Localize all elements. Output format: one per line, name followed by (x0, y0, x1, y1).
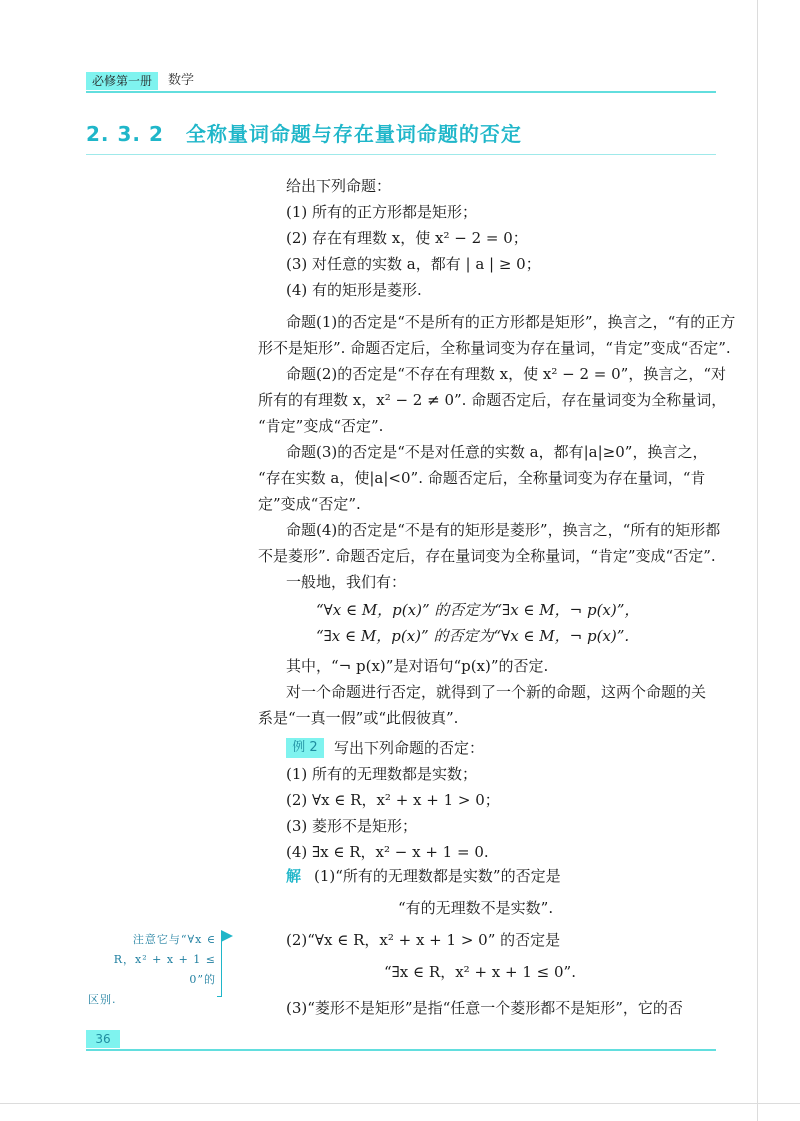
paragraph-line: 其中，“¬ p(x)”是对语句“p(x)”的否定. (286, 657, 549, 675)
page-edge-bottom (0, 1103, 800, 1104)
example-prompt: 写出下列命题的否定： (334, 739, 485, 757)
paragraph-line: 命题(1)的否定是“不是所有的正方形都是矩形”，换言之，“有的正方 (286, 313, 736, 331)
example-item: (4) ∃x ∈ R，x² − x + 1 = 0. (286, 843, 489, 861)
flag-icon (221, 930, 233, 942)
paragraph-line: 所有的有理数 x，x² − 2 ≠ 0”. 命题否定后，存在量词变为全称量词， (258, 391, 727, 409)
solution-line: (3)“菱形不是矩形”是指“任意一个菱形都不是矩形”，它的否 (286, 999, 683, 1017)
example-item: (2) ∀x ∈ R，x² + x + 1 > 0； (286, 791, 500, 809)
proposition-item: (1) 所有的正方形都是矩形； (286, 203, 478, 221)
section-heading: 全称量词命题与存在量词命题的否定 (185, 122, 522, 146)
subject-label: 数学 (168, 73, 195, 88)
paragraph-line: 对一个命题进行否定，就得到了一个新的命题，这两个命题的关 (286, 683, 707, 701)
margin-note-line: R，x² + x + 1 ≤ 0”的 (113, 953, 216, 986)
page-number: 36 (86, 1030, 120, 1048)
negation-formula-2: “∃x ∈ M，p(x)” 的否定为“∀x ∈ M，¬ p(x)”. (316, 627, 630, 645)
book-tag: 必修第一册 (86, 72, 158, 90)
page-edge-right (757, 0, 758, 1121)
paragraph-line: 定”变成“否定”. (258, 495, 361, 513)
proposition-item: (3) 对任意的实数 a，都有 | a | ≥ 0； (286, 255, 541, 273)
footer-divider (86, 1049, 716, 1051)
paragraph-line: “肯定”变成“否定”. (258, 417, 384, 435)
paragraph-line: 不是菱形”. 命题否定后，存在量词变为全称量词，“肯定”变成“否定”. (258, 547, 716, 565)
paragraph-line: 命题(3)的否定是“不是对任意的实数 a，都有|a|≥0”，换言之， (286, 443, 708, 461)
example-tag: 例 2 (286, 738, 324, 758)
margin-note (88, 930, 216, 1010)
title-rule (86, 154, 716, 155)
solution-line: (2)“∀x ∈ R，x² + x + 1 > 0” 的否定是 (286, 931, 561, 949)
paragraph-line: “存在实数 a，使|a|<0”. 命题否定后，全称量词变为存在量词，“肯 (258, 469, 706, 487)
solution-result: “∃x ∈ R，x² + x + 1 ≤ 0”. (384, 963, 576, 981)
margin-note-line: 注意它与“∀x ∈ (132, 933, 216, 946)
section-title (86, 118, 522, 147)
paragraph-line: 命题(4)的否定是“不是有的矩形是菱形”，换言之，“所有的矩形都 (286, 521, 721, 539)
solution-tag: 解 (286, 867, 302, 885)
proposition-item: (4) 有的矩形是菱形. (286, 281, 422, 299)
paragraph-line: 一般地，我们有： (286, 573, 407, 591)
section-number: 2. 3. 2 (86, 122, 164, 146)
intro-text: 给出下列命题： (286, 177, 392, 195)
negation-formula-1: “∀x ∈ M，p(x)” 的否定为“∃x ∈ M，¬ p(x)”， (316, 601, 640, 619)
paragraph-line: 形不是矩形”. 命题否定后，全称量词变为存在量词，“肯定”变成“否定”. (258, 339, 731, 357)
solution-result: “有的无理数不是实数”. (398, 899, 554, 917)
example-item: (1) 所有的无理数都是实数； (286, 765, 478, 783)
proposition-item: (2) 存在有理数 x，使 x² − 2 = 0； (286, 229, 528, 247)
example-item: (3) 菱形不是矩形； (286, 817, 418, 835)
margin-note-line: 区别. (88, 993, 117, 1006)
solution-line: (1)“所有的无理数都是实数”的否定是 (314, 867, 561, 885)
margin-note-bracket (217, 940, 222, 997)
paragraph-line: 命题(2)的否定是“不存在有理数 x，使 x² − 2 = 0”，换言之，“对 (286, 365, 727, 383)
paragraph-line: 系是“一真一假”或“此假彼真”. (258, 709, 459, 727)
header-divider (86, 91, 716, 93)
